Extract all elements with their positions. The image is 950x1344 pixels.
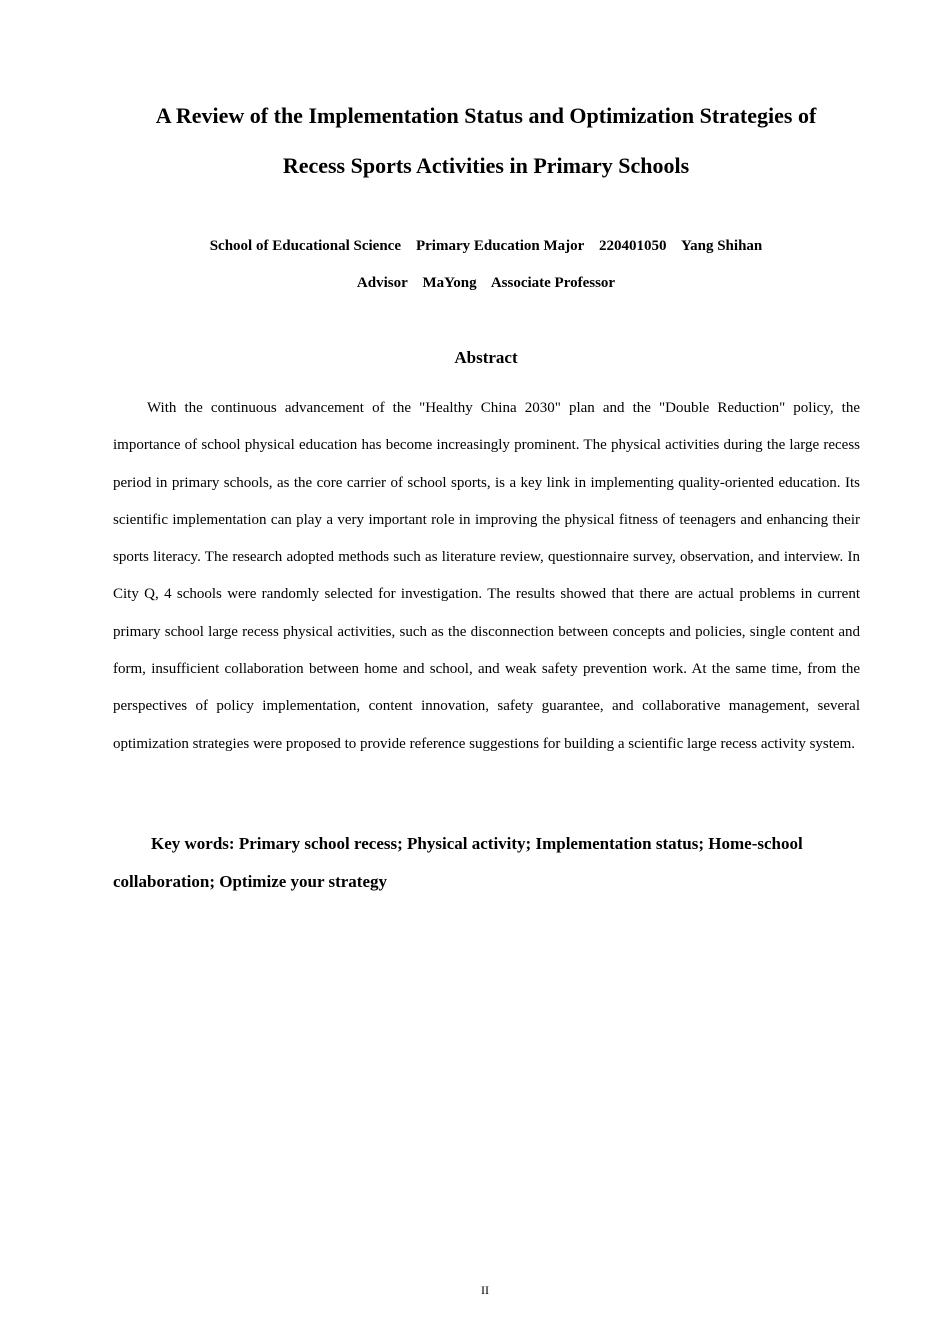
author-info: School of Educational Science Primary Education Major 220401050 Yang Shihan [209, 238, 763, 254]
abstract-text: With the continuous advancement of the "Healthy China 2030" plan and the "Double Reduction" policy, the importance of school physical education has become increasingly prominent. The physical activities during the large recess period in primary schools, as the core carrier of school sports, is a key link in implementing quality-oriented education. Its scientific implementation can play a very important role in improving the physical fitness of teenagers and enhancing their sports literacy. The research adopted methods such as literature review, questionnaire survey, observation, and interview. In City Q, 4 schools were randomly selected for investigation. The results showed that there are actual problems in current primary school large recess physical activities, such as the disconnection between concepts and policies, single content and form, insufficient collaboration between home and school, and weak safety prevention work. At the same time, from the perspectives of policy implementation, content innovation, safety guarantee, and collaborative management, several optimization strategies were proposed to provide reference suggestions for building a scientific large recess activity system. [113, 400, 860, 752]
paper-title-line-1: A Review of the Implementation Status and Optimization Strategies of [155, 103, 817, 128]
paper-title-line-2: Recess Sports Activities in Primary Schools [282, 153, 690, 178]
abstract-heading: Abstract [454, 348, 518, 367]
page-number: II [481, 1283, 489, 1297]
advisor-info: Advisor MaYong Associate Professor [356, 275, 616, 291]
keywords: Key words: Primary school recess; Physical activity; Implementation status; Home-school collaboration; Optimize your strategy [113, 834, 803, 891]
